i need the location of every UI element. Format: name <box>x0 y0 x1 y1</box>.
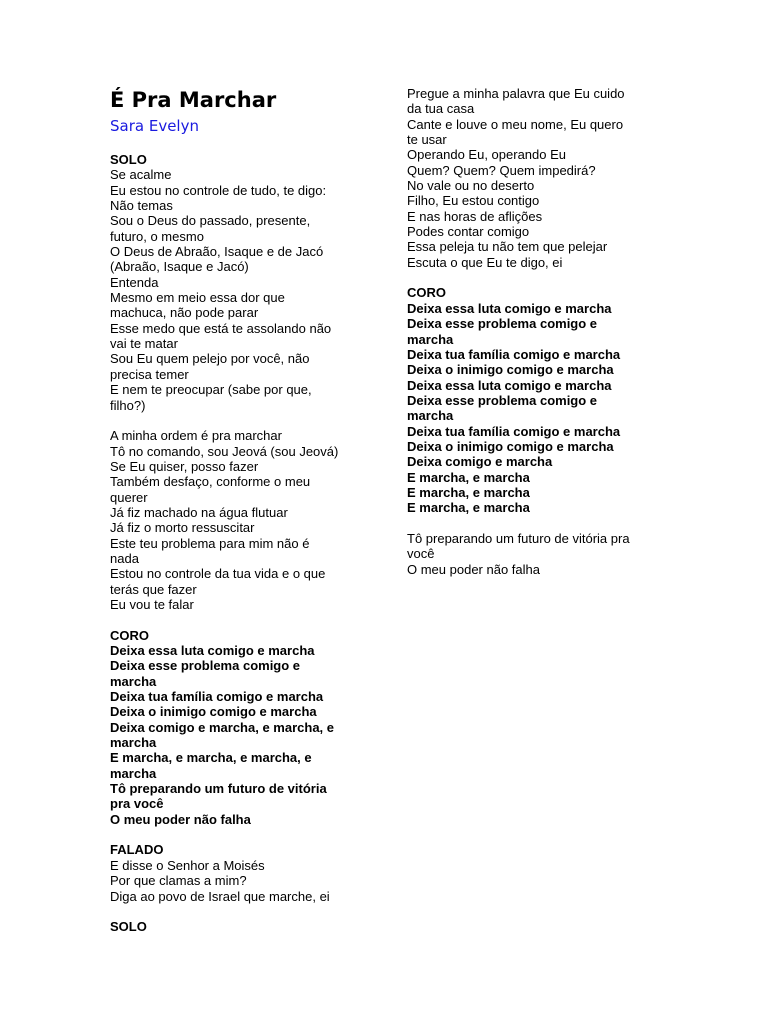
lyric-line: terás que fazer <box>110 581 197 597</box>
lyric-line-bold: Deixa esse problema comigo e <box>407 316 598 332</box>
lyric-line: Se acalme <box>110 167 172 183</box>
lyric-line-bold: pra você <box>110 796 164 812</box>
lyric-line: Se Eu quiser, posso fazer <box>110 458 259 474</box>
lyric-line-bold: Deixa o inimigo comigo e marcha <box>110 704 317 720</box>
lyric-line: Eu vou te falar <box>110 596 194 612</box>
lyric-line-bold: Deixa esse problema comigo e <box>110 658 301 674</box>
lyric-line: Sou Eu quem pelejo por você, não <box>110 351 310 367</box>
lyric-line: Eu estou no controle de tudo, te digo: <box>110 182 327 198</box>
lyric-line-bold: E marcha, e marcha <box>407 469 530 485</box>
lyric-line: Operando Eu, operando Eu <box>407 147 567 163</box>
blank-line <box>110 827 380 842</box>
lyric-line-bold: marcha <box>407 331 454 347</box>
lyric-line: Mesmo em meio essa dor que <box>110 290 285 306</box>
lyric-line-bold: Deixa tua família comigo e marcha <box>407 423 621 439</box>
blank-line <box>110 904 380 919</box>
lyric-line: Podes contar comigo <box>407 224 530 240</box>
lyric-line: futuro, o mesmo <box>110 228 204 244</box>
lyric-line-bold: Deixa tua família comigo e marcha <box>110 689 324 705</box>
lyric-line-bold: Deixa tua família comigo e marcha <box>407 346 621 362</box>
lyric-line: Também desfaço, conforme o meu <box>110 474 311 490</box>
lyric-line-bold: marcha <box>110 673 157 689</box>
lyric-line: machuca, não pode parar <box>110 305 259 321</box>
lyric-line: vai te matar <box>110 336 178 352</box>
left-lyrics-column <box>110 152 380 935</box>
blank-line <box>110 612 380 627</box>
lyric-line-bold: Deixa comigo e marcha <box>407 454 553 470</box>
lyric-line-bold: E marcha, e marcha <box>407 500 530 516</box>
lyric-line-bold: Tô preparando um futuro de vitória <box>110 781 327 797</box>
lyric-line: querer <box>110 489 148 505</box>
blank-line <box>110 413 380 428</box>
lyric-line-bold: SOLO <box>110 919 147 935</box>
lyric-line: Entenda <box>110 274 159 290</box>
lyric-line: O meu poder não falha <box>407 561 540 577</box>
lyric-line-bold: CORO <box>110 627 149 643</box>
lyric-line: E nas horas de aflições <box>407 208 543 224</box>
lyric-line-bold: FALADO <box>110 842 164 858</box>
lyric-line: Pregue a minha palavra que Eu cuido <box>407 86 625 101</box>
lyric-line-bold: E marcha, e marcha <box>407 484 530 500</box>
lyric-line: Tô preparando um futuro de vitória pra <box>407 530 630 546</box>
lyric-line: No vale ou no deserto <box>407 178 535 194</box>
lyric-line: precisa temer <box>110 366 189 382</box>
artist-name: Sara Evelyn <box>110 117 199 135</box>
lyric-line: Por que clamas a mim? <box>110 873 247 889</box>
lyric-line: Já fiz machado na água flutuar <box>110 504 288 520</box>
lyric-line-bold: marcha <box>407 408 454 424</box>
lyric-line: Filho, Eu estou contigo <box>407 193 540 209</box>
lyric-line: Já fiz o morto ressuscitar <box>110 520 255 536</box>
lyric-line: te usar <box>407 132 447 148</box>
lyric-line: Esse medo que está te assolando não <box>110 320 332 336</box>
right-lyrics-column <box>407 86 677 577</box>
lyric-line: Escuta o que Eu te digo, ei <box>407 254 563 270</box>
lyric-line-bold: CORO <box>407 285 446 301</box>
lyric-line: E nem te preocupar (sabe por que, <box>110 382 312 398</box>
lyric-line-bold: Deixa essa luta comigo e marcha <box>407 377 612 393</box>
lyric-line: Essa peleja tu não tem que pelejar <box>407 239 608 255</box>
lyric-line: (Abraão, Isaque e Jacó) <box>110 259 249 275</box>
lyric-line: E disse o Senhor a Moisés <box>110 857 265 873</box>
lyric-line: Estou no controle da tua vida e o que <box>110 566 326 582</box>
lyric-line-bold: Deixa o inimigo comigo e marcha <box>407 362 614 378</box>
lyric-line-bold: O meu poder não falha <box>110 811 251 827</box>
lyric-line: Sou o Deus do passado, presente, <box>110 213 311 229</box>
lyric-line-bold: Deixa comigo e marcha, e marcha, e <box>110 719 334 735</box>
lyric-line-bold: marcha <box>110 765 157 781</box>
lyric-line-bold: SOLO <box>110 152 147 167</box>
lyric-line-bold: Deixa esse problema comigo e <box>407 392 598 408</box>
lyric-line-bold: marcha <box>110 735 157 751</box>
lyric-line: nada <box>110 550 139 566</box>
lyric-line-bold: Deixa essa luta comigo e marcha <box>110 643 315 658</box>
lyric-line: O Deus de Abraão, Isaque e de Jacó <box>110 244 324 260</box>
blank-line <box>407 270 677 285</box>
lyric-line: da tua casa <box>407 101 475 117</box>
lyric-line: Quem? Quem? Quem impedirá? <box>407 162 596 178</box>
lyric-line: A minha ordem é pra marchar <box>110 428 282 444</box>
lyric-line: Não temas <box>110 198 173 214</box>
lyric-line: Este teu problema para mim não é <box>110 535 310 551</box>
lyric-line: Cante e louve o meu nome, Eu quero <box>407 116 624 132</box>
song-title: É Pra Marchar <box>110 88 277 112</box>
blank-line <box>407 516 677 531</box>
lyric-line-bold: E marcha, e marcha, e marcha, e <box>110 750 312 766</box>
lyric-line: Diga ao povo de Israel que marche, ei <box>110 888 330 904</box>
lyric-line-bold: Deixa o inimigo comigo e marcha <box>407 438 614 454</box>
lyric-line: Tô no comando, sou Jeová (sou Jeová) <box>110 443 339 459</box>
lyric-line: filho?) <box>110 397 146 413</box>
lyric-line-bold: Deixa essa luta comigo e marcha <box>407 300 612 316</box>
lyric-line: você <box>407 546 435 562</box>
